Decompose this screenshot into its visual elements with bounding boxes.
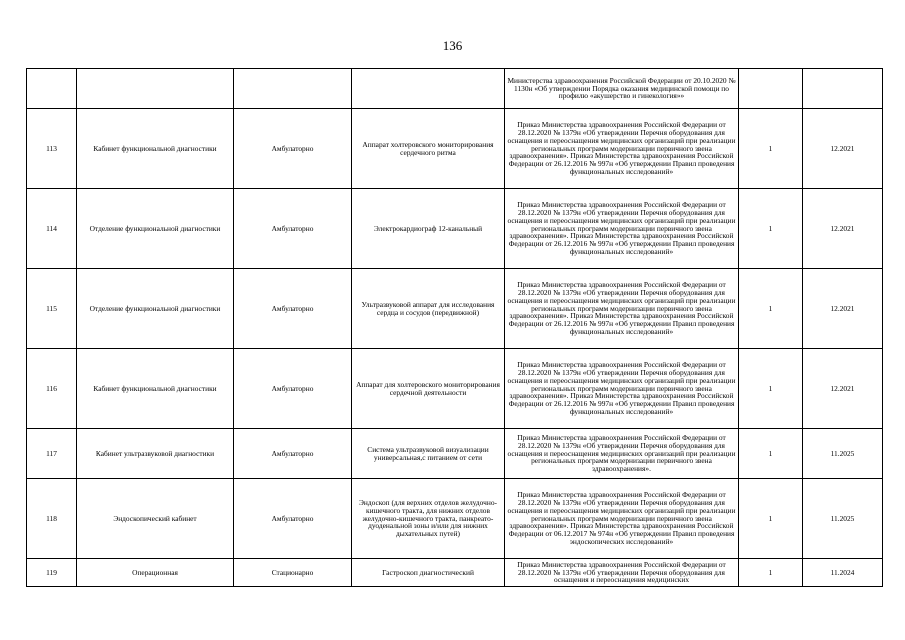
condition-cell: Амбулаторно xyxy=(234,109,352,189)
row-number: 118 xyxy=(27,479,77,559)
condition-cell: Стационарно xyxy=(234,559,352,587)
quantity-cell: 1 xyxy=(739,269,803,349)
row-number: 113 xyxy=(27,109,77,189)
row-number: 117 xyxy=(27,429,77,479)
unit-cell: Кабинет ультразвуковой диагностики xyxy=(77,429,234,479)
document-cell: Приказ Министерства здравоохранения Российской Федерации от 28.12.2020 № 1379н «Об утверждении Перечня оборудования для оснащения и переоснащения медицинских организаций при реализации региональных программ модернизации первичного звена здравоохранения». Приказ Министерства здравоохранения Российской Федерации от 26.12.2016 № 997н «Об утверждении Правил проведения функциональных исследований» xyxy=(505,189,739,269)
condition-cell: Амбулаторно xyxy=(234,429,352,479)
quantity-cell: 1 xyxy=(739,349,803,429)
unit-cell: Кабинет функциональной диагностики xyxy=(77,109,234,189)
date-cell: 12.2021 xyxy=(803,269,883,349)
condition-cell: Амбулаторно xyxy=(234,479,352,559)
quantity-cell: 1 xyxy=(739,109,803,189)
table-row xyxy=(27,429,883,479)
table-row xyxy=(27,189,883,269)
quantity-cell: 1 xyxy=(739,429,803,479)
unit-cell: Отделение функциональной диагностики xyxy=(77,189,234,269)
quantity-cell xyxy=(739,69,803,109)
document-cell: Приказ Министерства здравоохранения Российской Федерации от 28.12.2020 № 1379н «Об утверждении Перечня оборудования для оснащения и переоснащения медицинских организаций при реализации региональных программ модернизации первичного звена здравоохранения». Приказ Министерства здравоохранения Российской Федерации от 06.12.2017 № 974н «Об утверждении Правил проведения эндоскопических исследований» xyxy=(505,479,739,559)
equipment-cell: Гастроскоп диагностический xyxy=(352,559,505,587)
condition-cell: Амбулаторно xyxy=(234,269,352,349)
page-number: 136 xyxy=(442,38,463,53)
document-cell: Приказ Министерства здравоохранения Российской Федерации от 28.12.2020 № 1379н «Об утверждении Перечня оборудования для оснащения и переоснащения медицинских организаций при реализации региональных программ модернизации первичного звена здравоохранения». Приказ Министерства здравоохранения Российской Федерации от 26.12.2016 № 997н «Об утверждении Правил проведения функциональных исследований» xyxy=(505,269,739,349)
unit-cell: Эндоскопический кабинет xyxy=(77,479,234,559)
table-row xyxy=(27,559,883,587)
row-number: 114 xyxy=(27,189,77,269)
condition-cell: Амбулаторно xyxy=(234,349,352,429)
date-cell xyxy=(803,69,883,109)
document-cell: Приказ Министерства здравоохранения Российской Федерации от 28.12.2020 № 1379н «Об утверждении Перечня оборудования для оснащения и переоснащения медицинских xyxy=(505,559,739,587)
table-row xyxy=(27,349,883,429)
document-cell: Приказ Министерства здравоохранения Российской Федерации от 28.12.2020 № 1379н «Об утверждении Перечня оборудования для оснащения и переоснащения медицинских организаций при реализации региональных программ модернизации первичного звена здравоохранения». Приказ Министерства здравоохранения Российской Федерации от 26.12.2016 № 997н «Об утверждении Правил проведения функциональных исследований» xyxy=(505,349,739,429)
condition-cell: Амбулаторно xyxy=(234,189,352,269)
document-cell: Приказ Министерства здравоохранения Российской Федерации от 28.12.2020 № 1379н «Об утверждении Перечня оборудования для оснащения и переоснащения медицинских организаций при реализации региональных программ модернизации первичного звена здравоохранения». Приказ Министерства здравоохранения Российской Федерации от 26.12.2016 № 997н «Об утверждении Правил проведения функциональных исследований» xyxy=(505,109,739,189)
date-cell: 12.2021 xyxy=(803,189,883,269)
equipment-cell: Эндоскоп (для верхних отделов желудочно-кишечного тракта, для нижних отделов желудочно-кишечного тракта, панкреато-дуоденальной зоны и/или для нижних дыхательных путей) xyxy=(352,479,505,559)
equipment-cell: Аппарат холтеровского мониторирования сердечного ритма xyxy=(352,109,505,189)
row-number: 116 xyxy=(27,349,77,429)
row-number: 119 xyxy=(27,559,77,587)
table-row xyxy=(27,109,883,189)
date-cell: 11.2025 xyxy=(803,479,883,559)
row-number: 115 xyxy=(27,269,77,349)
unit-cell: Кабинет функциональной диагностики xyxy=(77,349,234,429)
equipment-cell: Аппарат для холтеровского мониторирования сердечной деятельности xyxy=(352,349,505,429)
equipment-cell xyxy=(352,69,505,109)
condition-cell xyxy=(234,69,352,109)
unit-cell xyxy=(77,69,234,109)
table-row xyxy=(27,479,883,559)
date-cell: 12.2021 xyxy=(803,109,883,189)
quantity-cell: 1 xyxy=(739,559,803,587)
unit-cell: Отделение функциональной диагностики xyxy=(77,269,234,349)
table-row xyxy=(27,269,883,349)
equipment-cell: Электрокардиограф 12-канальный xyxy=(352,189,505,269)
date-cell: 11.2024 xyxy=(803,559,883,587)
unit-cell: Операционная xyxy=(77,559,234,587)
quantity-cell: 1 xyxy=(739,189,803,269)
row-number xyxy=(27,69,77,109)
date-cell: 12.2021 xyxy=(803,349,883,429)
equipment-cell: Система ультразвуковой визуализации универсальная,с питанием от сети xyxy=(352,429,505,479)
quantity-cell: 1 xyxy=(739,479,803,559)
table-row xyxy=(27,69,883,109)
document-cell: Министерства здравоохранения Российской Федерации от 20.10.2020 № 1130н «Об утверждении Порядка оказания медицинской помощи по профилю «акушерство и гинекология»» xyxy=(505,69,739,109)
equipment-table xyxy=(26,68,883,587)
date-cell: 11.2025 xyxy=(803,429,883,479)
document-cell: Приказ Министерства здравоохранения Российской Федерации от 28.12.2020 № 1379н «Об утверждении Перечня оборудования для оснащения и переоснащения медицинских организаций при реализации региональных программ модернизации первичного звена здравоохранения». xyxy=(505,429,739,479)
equipment-cell: Ультразвуковой аппарат для исследования сердца и сосудов (передвижной) xyxy=(352,269,505,349)
